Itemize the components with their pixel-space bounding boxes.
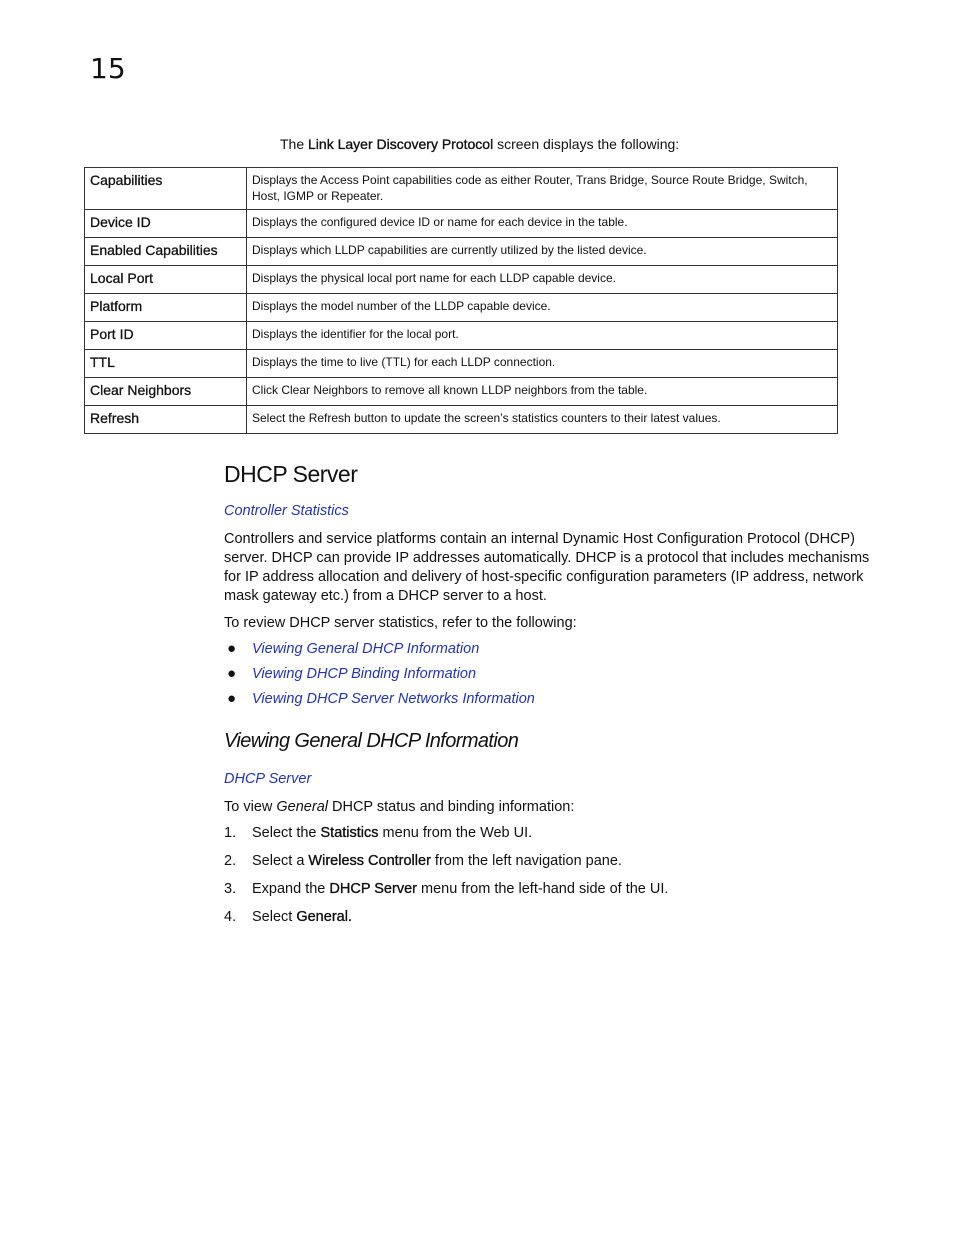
section-heading-dhcp-server: DHCP Server [224,461,358,487]
table-row [85,168,838,210]
step-item [224,881,668,909]
step-text: Select [252,909,297,925]
viewing-dhcp-binding-link[interactable]: Viewing DHCP Binding Information [252,666,477,682]
procedure-steps [224,825,668,937]
step-text-end: menu from the Web UI. [378,825,533,841]
dhcp-topic-list [224,641,535,716]
intro-text: The [280,136,309,152]
list-item [224,641,535,666]
intro-screen-name: Link Layer Discovery Protocol [308,136,494,152]
table-row [85,266,838,294]
bullet-icon: ● [227,640,237,657]
field-term: Platform [85,294,247,322]
step-text: Expand the [252,881,330,897]
step-number: 2. [224,853,237,869]
table-row [85,322,838,350]
step-text-end: menu from the left-hand side of the UI. [416,881,669,897]
viewing-general-dhcp-link[interactable]: Viewing General DHCP Information [252,641,480,657]
table-row [85,350,838,378]
general-intro-paragraph [224,798,874,817]
field-term: TTL [85,350,247,378]
list-item [224,691,535,716]
controller-statistics-link[interactable]: Controller Statistics [224,503,349,519]
field-term: Local Port [85,266,247,294]
field-description: Displays the time to live (TTL) for each LLDP connection. [247,350,838,378]
field-term: Port ID [85,322,247,350]
table-row [85,406,838,434]
field-description: Displays the model number of the LLDP capable device. [247,294,838,322]
step-text: Select a [252,853,309,869]
field-term: Enabled Capabilities [85,238,247,266]
step-text: Select the [252,825,321,841]
step-number: 3. [224,881,237,897]
field-term: Device ID [85,210,247,238]
table-intro [280,136,679,152]
list-item [224,666,535,691]
intro-text-end: screen displays the following: [493,136,680,152]
step-number: 4. [224,909,237,925]
step-ui-term: General. [296,909,352,925]
dhcp-intro-paragraph: Controllers and service platforms contain an internal Dynamic Host Configuration Protocol (DHCP) server. DHCP can provide IP addresses automatically. DHCP is a protocol that includes mechanisms for IP address allocation and delivery of host-specific configuration parameters (IP address, network mask gateway etc.) from a DHCP server to a host. [224,531,870,604]
chapter-number: 15 [90,52,126,85]
field-term: Capabilities [85,168,247,210]
lldp-field-table [84,167,838,434]
field-description: Displays the Access Point capabilities code as either Router, Trans Bridge, Source Route Bridge, Switch, Host, IGMP or Repeater. [247,168,838,210]
step-ui-term: DHCP Server [329,881,417,897]
bullet-icon: ● [227,690,237,707]
field-term: Clear Neighbors [85,378,247,406]
dhcp-server-link[interactable]: DHCP Server [224,771,312,787]
field-description: Displays the physical local port name for each LLDP capable device. [247,266,838,294]
step-item [224,909,668,937]
viewing-dhcp-networks-link[interactable]: Viewing DHCP Server Networks Information [252,691,535,707]
intro-emphasis: General [276,799,328,815]
dhcp-review-paragraph: To review DHCP server statistics, refer to the following: [224,615,577,631]
table-row [85,210,838,238]
field-description: Select the Refresh button to update the screen’s statistics counters to their latest values. [247,406,838,434]
step-item [224,853,668,881]
field-term: Refresh [85,406,247,434]
step-ui-term: Wireless Controller [308,853,431,869]
table-row [85,238,838,266]
field-description: Displays the identifier for the local port. [247,322,838,350]
intro-text-end: DHCP status and binding information: [327,799,575,815]
step-ui-term: Statistics [320,825,379,841]
field-description: Displays which LLDP capabilities are currently utilized by the listed device. [247,238,838,266]
table-row [85,294,838,322]
section-heading-viewing-general: Viewing General DHCP Information [224,730,519,752]
table-row [85,378,838,406]
bullet-icon: ● [227,665,237,682]
step-item [224,825,668,853]
field-description: Displays the configured device ID or name for each device in the table. [247,210,838,238]
field-description: Click Clear Neighbors to remove all known LLDP neighbors from the table. [247,378,838,406]
step-text-end: from the left navigation pane. [430,853,622,869]
intro-text: To view [224,799,277,815]
step-number: 1. [224,825,237,841]
